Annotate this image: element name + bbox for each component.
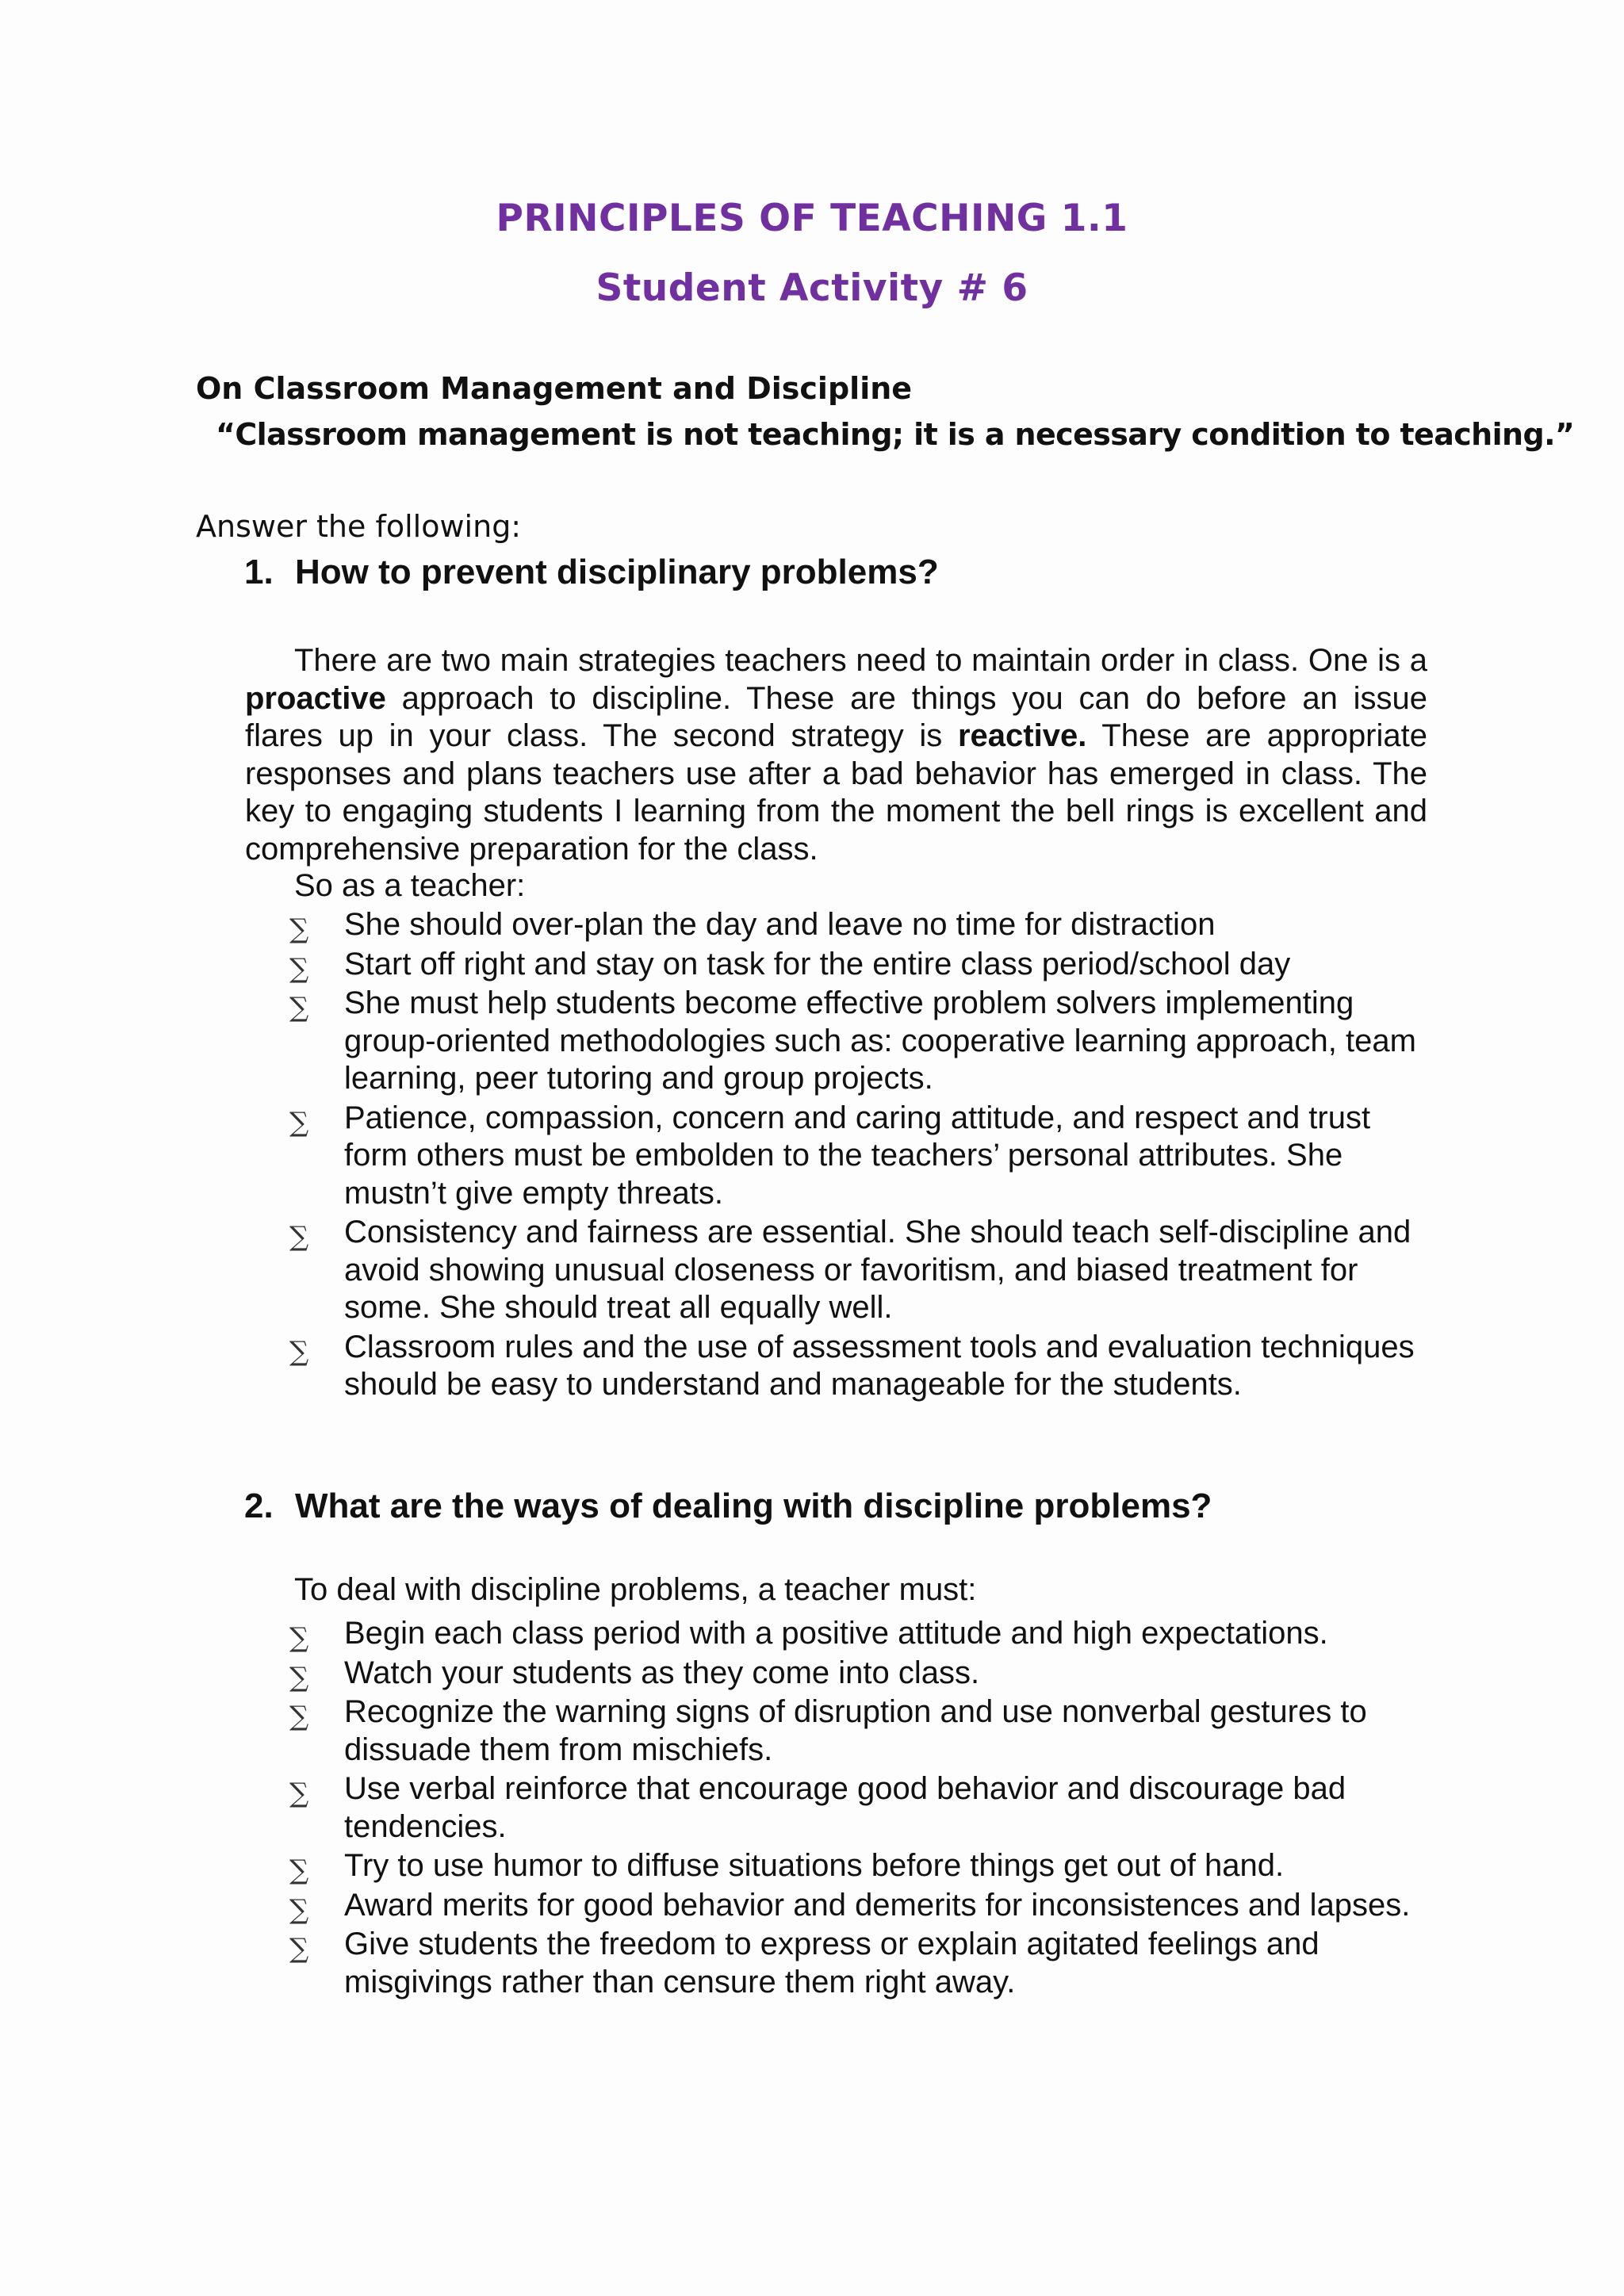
list-item	[289, 1926, 1435, 2001]
list-item	[289, 946, 1435, 984]
activity-subtitle: Student Activity # 6	[596, 266, 1028, 310]
list-item-text: She must help students become effective problem solvers implementing group-oriented methodologies such as: cooperative learning approach, team learning, peer tutoring and group projects.	[344, 985, 1416, 1096]
list-item-text: Classroom rules and the use of assessment tools and evaluation techniques should be easy to understand and manageable for the students.	[344, 1329, 1415, 1402]
summation-bullet-icon: ∑	[289, 913, 309, 945]
question-2-intro: To deal with discipline problems, a teacher must:	[294, 1572, 977, 1607]
summation-bullet-icon: ∑	[289, 1106, 309, 1138]
list-item-text: Start off right and stay on task for the entire class period/school day	[344, 946, 1291, 982]
list-item-text: Award merits for good behavior and demerits for inconsistences and lapses.	[344, 1887, 1411, 1923]
list-item	[289, 1615, 1435, 1653]
paragraph-text: These are appropriate responses and plans teachers use after a bad behavior has emerged in class. The key to engaging students I learning from the moment the bell rings is excellent and comprehensive preparation for the class.	[245, 718, 1427, 867]
topic-heading: On Classroom Management and Discipline	[196, 371, 913, 406]
question-1-text: How to prevent disciplinary problems?	[295, 553, 939, 591]
summation-bullet-icon: ∑	[289, 1933, 309, 1965]
list-item	[289, 1847, 1435, 1885]
summation-bullet-icon: ∑	[289, 992, 309, 1024]
summation-bullet-icon: ∑	[289, 1622, 309, 1654]
question-2-heading	[244, 1487, 1212, 1526]
list-item	[289, 1887, 1435, 1925]
list-item-text: Give students the freedom to express or explain agitated feelings and misgivings rather than censure them right away.	[344, 1927, 1320, 1999]
paragraph-text: approach to discipline. These are things you can do before an issue flares up in your class. The second strategy is	[245, 680, 1427, 753]
list-item	[289, 1329, 1435, 1404]
list-item	[289, 1693, 1435, 1769]
list-item-text: Use verbal reinforce that encourage good behavior and discourage bad tendencies.	[344, 1771, 1346, 1844]
question-1-bullet-list	[289, 906, 1435, 1406]
summation-bullet-icon: ∑	[289, 1335, 309, 1368]
instruction-text: Answer the following:	[196, 509, 522, 544]
list-item-text: Watch your students as they come into class.	[344, 1655, 980, 1690]
list-item-text: Patience, compassion, concern and caring attitude, and respect and trust form others must be embolden to the teachers’ personal attributes. She mustn’t give empty threats.	[344, 1100, 1371, 1211]
document-title: PRINCIPLES OF TEACHING 1.1	[496, 197, 1128, 240]
summation-bullet-icon: ∑	[289, 1661, 309, 1693]
question-2-text: What are the ways of dealing with discipline problems?	[295, 1487, 1212, 1525]
summation-bullet-icon: ∑	[289, 1777, 309, 1809]
summation-bullet-icon: ∑	[289, 952, 309, 985]
list-item	[289, 1214, 1435, 1327]
question-1-intro: So as a teacher:	[294, 868, 526, 903]
list-item	[289, 1770, 1435, 1846]
list-item-text: Begin each class period with a positive attitude and high expectations.	[344, 1616, 1328, 1651]
list-item-text: She should over-plan the day and leave no time for distraction	[344, 907, 1216, 942]
question-2-number: 2.	[244, 1487, 274, 1525]
list-item-text: Recognize the warning signs of disruption and use nonverbal gestures to dissuade them from mischiefs.	[344, 1694, 1367, 1767]
summation-bullet-icon: ∑	[289, 1893, 309, 1926]
list-item	[289, 1655, 1435, 1693]
list-item	[289, 1100, 1435, 1213]
question-1-answer-paragraph	[245, 642, 1427, 868]
summation-bullet-icon: ∑	[289, 1701, 309, 1732]
reactive-term: reactive.	[957, 718, 1087, 753]
list-item-text: Try to use humor to diffuse situations before things get out of hand.	[344, 1848, 1285, 1883]
summation-bullet-icon: ∑	[289, 1221, 309, 1253]
question-1-number: 1.	[244, 553, 274, 591]
question-1-heading	[244, 553, 939, 592]
list-item-text: Consistency and fairness are essential. She should teach self-discipline and avoid showing unusual closeness or favoritism, and biased treatment for some. She should treat all equally well.	[344, 1215, 1411, 1325]
question-2-bullet-list	[289, 1615, 1435, 2003]
summation-bullet-icon: ∑	[289, 1854, 309, 1886]
paragraph-text: There are two main strategies teachers need to maintain order in class. One is a	[294, 643, 1427, 678]
proactive-term: proactive	[245, 680, 386, 716]
list-item	[289, 985, 1435, 1098]
list-item	[289, 906, 1435, 944]
topic-quote: “Classroom management is not teaching; it is a necessary condition to teaching.”	[216, 417, 1575, 452]
